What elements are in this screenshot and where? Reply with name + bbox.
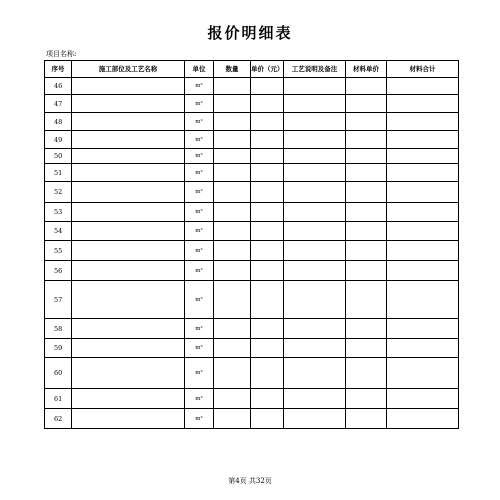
cell-remarks[interactable] — [284, 203, 346, 222]
cell-material-total[interactable] — [387, 281, 459, 319]
cell-remarks[interactable] — [284, 389, 346, 409]
cell-index: 51 — [45, 164, 72, 182]
cell-unit: m² — [185, 339, 214, 358]
cell-item-name[interactable] — [72, 203, 185, 222]
cell-remarks[interactable] — [284, 131, 346, 149]
cell-item-name[interactable] — [72, 389, 185, 409]
cell-unit: m² — [185, 78, 214, 95]
cell-unit-price[interactable] — [251, 222, 284, 241]
cell-material-total[interactable] — [387, 241, 459, 261]
cell-material-total[interactable] — [387, 164, 459, 182]
cell-quantity[interactable] — [214, 261, 251, 281]
table-row — [45, 203, 459, 222]
cell-material-price[interactable] — [346, 131, 387, 149]
cell-index: 58 — [45, 319, 72, 339]
cell-material-price[interactable] — [346, 319, 387, 339]
cell-item-name[interactable] — [72, 182, 185, 203]
header-cell-material-price: 材料单价 — [346, 61, 387, 78]
cell-item-name[interactable] — [72, 113, 185, 131]
cell-material-price[interactable] — [346, 409, 387, 429]
table-body — [45, 78, 459, 429]
cell-quantity[interactable] — [214, 149, 251, 164]
cell-material-price[interactable] — [346, 164, 387, 182]
cell-material-total[interactable] — [387, 203, 459, 222]
cell-item-name[interactable] — [72, 164, 185, 182]
cell-material-price[interactable] — [346, 281, 387, 319]
cell-remarks[interactable] — [284, 339, 346, 358]
cell-unit: m² — [185, 319, 214, 339]
table-row — [45, 113, 459, 131]
cell-material-total[interactable] — [387, 222, 459, 241]
cell-index: 49 — [45, 131, 72, 149]
cell-item-name[interactable] — [72, 339, 185, 358]
cell-unit-price[interactable] — [251, 113, 284, 131]
cell-material-total[interactable] — [387, 358, 459, 389]
cell-index: 59 — [45, 339, 72, 358]
cell-item-name[interactable] — [72, 78, 185, 95]
cell-index: 48 — [45, 113, 72, 131]
page-title: 报价明细表 — [207, 24, 293, 42]
cell-item-name[interactable] — [72, 222, 185, 241]
cell-unit-price[interactable] — [251, 203, 284, 222]
cell-remarks[interactable] — [284, 95, 346, 113]
cell-quantity[interactable] — [214, 203, 251, 222]
cell-material-price[interactable] — [346, 149, 387, 164]
cell-index: 53 — [45, 203, 72, 222]
cell-item-name[interactable] — [72, 281, 185, 319]
project-name-label: 项目名称: — [46, 50, 77, 58]
cell-remarks[interactable] — [284, 78, 346, 95]
table-row — [45, 261, 459, 281]
cell-material-total[interactable] — [387, 389, 459, 409]
cell-material-total[interactable] — [387, 95, 459, 113]
cell-material-price[interactable] — [346, 78, 387, 95]
table-row — [45, 182, 459, 203]
cell-quantity[interactable] — [214, 409, 251, 429]
cell-remarks[interactable] — [284, 358, 346, 389]
cell-unit: m² — [185, 241, 214, 261]
header-cell-index: 序号 — [45, 61, 72, 78]
quote-detail-table — [44, 60, 459, 429]
table-row — [45, 222, 459, 241]
cell-unit: m² — [185, 164, 214, 182]
cell-remarks[interactable] — [284, 222, 346, 241]
cell-material-total[interactable] — [387, 131, 459, 149]
cell-unit: m² — [185, 131, 214, 149]
cell-quantity[interactable] — [214, 131, 251, 149]
cell-unit: m² — [185, 358, 214, 389]
cell-quantity[interactable] — [214, 389, 251, 409]
table-row — [45, 164, 459, 182]
cell-material-price[interactable] — [346, 358, 387, 389]
cell-index: 54 — [45, 222, 72, 241]
cell-material-price[interactable] — [346, 95, 387, 113]
table-row — [45, 358, 459, 389]
cell-material-price[interactable] — [346, 339, 387, 358]
cell-index: 62 — [45, 409, 72, 429]
cell-material-price[interactable] — [346, 389, 387, 409]
cell-quantity[interactable] — [214, 319, 251, 339]
table-row — [45, 149, 459, 164]
cell-unit: m² — [185, 281, 214, 319]
cell-quantity[interactable] — [214, 241, 251, 261]
cell-remarks[interactable] — [284, 261, 346, 281]
header-cell-unit: 单位 — [185, 61, 214, 78]
cell-item-name[interactable] — [72, 358, 185, 389]
cell-unit-price[interactable] — [251, 182, 284, 203]
cell-unit: m² — [185, 222, 214, 241]
cell-material-total[interactable] — [387, 319, 459, 339]
header-cell-quantity: 数量 — [214, 61, 251, 78]
cell-unit-price[interactable] — [251, 164, 284, 182]
cell-quantity[interactable] — [214, 281, 251, 319]
cell-material-price[interactable] — [346, 182, 387, 203]
cell-unit-price[interactable] — [251, 339, 284, 358]
header-row — [45, 61, 459, 78]
cell-unit-price[interactable] — [251, 149, 284, 164]
cell-unit-price[interactable] — [251, 319, 284, 339]
header-cell-item-name: 施工部位及工艺名称 — [72, 61, 185, 78]
cell-unit: m² — [185, 95, 214, 113]
cell-unit: m² — [185, 203, 214, 222]
cell-item-name[interactable] — [72, 95, 185, 113]
cell-index: 50 — [45, 149, 72, 164]
header-cell-remarks: 工艺说明及备注 — [284, 61, 346, 78]
cell-remarks[interactable] — [284, 241, 346, 261]
cell-unit-price[interactable] — [251, 131, 284, 149]
table-row — [45, 78, 459, 95]
table-row — [45, 281, 459, 319]
cell-index: 55 — [45, 241, 72, 261]
cell-quantity[interactable] — [214, 78, 251, 95]
cell-unit: m² — [185, 261, 214, 281]
cell-material-price[interactable] — [346, 203, 387, 222]
header-cell-unit-price: 单价（元） — [251, 61, 284, 78]
cell-quantity[interactable] — [214, 113, 251, 131]
cell-remarks[interactable] — [284, 164, 346, 182]
cell-item-name[interactable] — [72, 319, 185, 339]
cell-item-name[interactable] — [72, 409, 185, 429]
page-footer: 第4页 共32页 — [228, 477, 272, 485]
cell-unit-price[interactable] — [251, 78, 284, 95]
cell-item-name[interactable] — [72, 131, 185, 149]
cell-remarks[interactable] — [284, 409, 346, 429]
cell-unit-price[interactable] — [251, 358, 284, 389]
cell-material-price[interactable] — [346, 261, 387, 281]
table-row — [45, 409, 459, 429]
cell-unit: m² — [185, 389, 214, 409]
cell-quantity[interactable] — [214, 339, 251, 358]
cell-material-total[interactable] — [387, 409, 459, 429]
cell-material-total[interactable] — [387, 113, 459, 131]
cell-unit: m² — [185, 149, 214, 164]
cell-index: 52 — [45, 182, 72, 203]
table-row — [45, 339, 459, 358]
cell-material-total[interactable] — [387, 78, 459, 95]
cell-item-name[interactable] — [72, 241, 185, 261]
cell-material-total[interactable] — [387, 182, 459, 203]
cell-index: 46 — [45, 78, 72, 95]
table-row — [45, 95, 459, 113]
cell-remarks[interactable] — [284, 149, 346, 164]
cell-unit-price[interactable] — [251, 409, 284, 429]
cell-material-price[interactable] — [346, 113, 387, 131]
cell-material-price[interactable] — [346, 222, 387, 241]
table-row — [45, 131, 459, 149]
cell-item-name[interactable] — [72, 149, 185, 164]
cell-remarks[interactable] — [284, 182, 346, 203]
cell-remarks[interactable] — [284, 113, 346, 131]
cell-unit: m² — [185, 113, 214, 131]
table-row — [45, 389, 459, 409]
cell-quantity[interactable] — [214, 182, 251, 203]
cell-index: 60 — [45, 358, 72, 389]
cell-material-total[interactable] — [387, 339, 459, 358]
header-cell-material-total: 材料合计 — [387, 61, 459, 78]
table-row — [45, 319, 459, 339]
table-row — [45, 241, 459, 261]
cell-material-price[interactable] — [346, 241, 387, 261]
cell-remarks[interactable] — [284, 319, 346, 339]
cell-index: 56 — [45, 261, 72, 281]
cell-unit-price[interactable] — [251, 281, 284, 319]
cell-unit-price[interactable] — [251, 95, 284, 113]
cell-quantity[interactable] — [214, 358, 251, 389]
cell-index: 47 — [45, 95, 72, 113]
cell-unit-price[interactable] — [251, 389, 284, 409]
cell-quantity[interactable] — [214, 222, 251, 241]
cell-remarks[interactable] — [284, 281, 346, 319]
cell-quantity[interactable] — [214, 164, 251, 182]
cell-index: 57 — [45, 281, 72, 319]
cell-material-total[interactable] — [387, 261, 459, 281]
cell-unit-price[interactable] — [251, 261, 284, 281]
cell-item-name[interactable] — [72, 261, 185, 281]
cell-material-total[interactable] — [387, 149, 459, 164]
cell-index: 61 — [45, 389, 72, 409]
cell-unit-price[interactable] — [251, 241, 284, 261]
cell-quantity[interactable] — [214, 95, 251, 113]
cell-unit: m² — [185, 182, 214, 203]
cell-unit: m² — [185, 409, 214, 429]
